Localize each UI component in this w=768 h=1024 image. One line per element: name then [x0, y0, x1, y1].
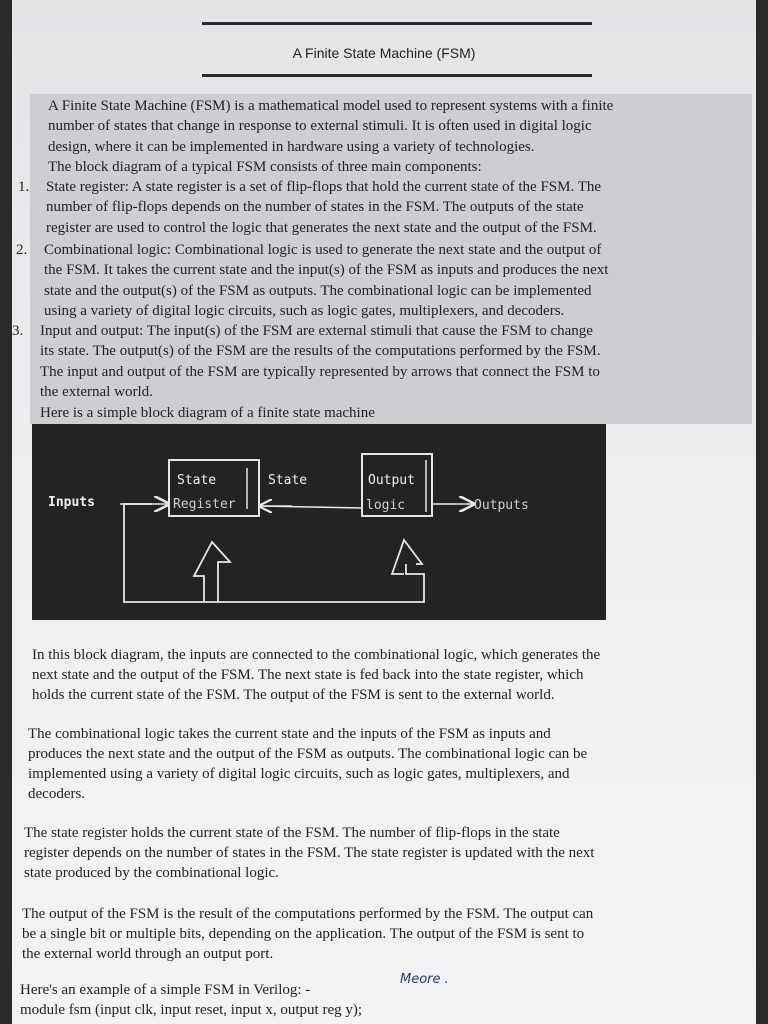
state-signal-label: State	[268, 473, 308, 488]
paragraph-line: The combinational logic takes the current state and the inputs of the FSM as inputs and	[28, 726, 551, 742]
register-feedback-arrow	[194, 542, 230, 602]
fsm-block-diagram	[32, 424, 606, 620]
intro-line: A Finite State Machine (FSM) is a mathematical model used to represent systems with a finite	[48, 98, 614, 114]
list-line: the FSM. It takes the current state and the input(s) of the FSM as inputs and produces the next	[44, 262, 609, 279]
list-line: Input and output: The input(s) of the FSM are external stimuli that cause the FSM to change	[40, 323, 593, 339]
title-underline	[202, 74, 592, 77]
state-register-label-2: Register	[173, 497, 236, 512]
fsm-diagram-svg	[32, 424, 606, 620]
list-line: the external world.	[40, 383, 153, 400]
intro-paragraph	[48, 96, 748, 177]
handwritten-note: Meore .	[400, 972, 449, 987]
list-line: Combinational logic: Combinational logic is used to generate the next state and the output of	[44, 242, 602, 258]
document-title: A Finite State Machine (FSM)	[292, 45, 476, 61]
paragraph-line: be a single bit or multiple bits, depending on the application. The output of the FSM is sent to	[22, 926, 585, 942]
list-number: 1.	[18, 179, 30, 195]
list-line: The input and output of the FSM are typically represented by arrows that connect the FSM to	[40, 363, 600, 380]
intro-line: number of states that change in response to external stimuli. It is often used in digital logic	[48, 118, 592, 135]
paragraph-state-register	[24, 823, 722, 883]
list-line: register are used to control the logic that generates the next state and the output of the FSM.	[46, 219, 597, 236]
verilog-code-line: module fsm (input clk, input reset, input x, output reg y);	[20, 1002, 363, 1018]
verilog-intro: Here's an example of a simple FSM in Verilog: -	[20, 982, 311, 998]
list-line: state and the output(s) of the FSM as outputs. The combinational logic can be implemented	[44, 282, 592, 299]
state-register-label-1: State	[177, 473, 217, 488]
output-logic-label-1: Output	[368, 473, 415, 488]
paragraph-line: the external world through an output port.	[22, 946, 274, 962]
top-rule	[202, 22, 592, 25]
paragraph-line: produces the next state and the output of the FSM as outputs. The combinational logic can be	[28, 746, 588, 762]
inputs-label: Inputs	[48, 495, 95, 510]
list-line: number of flip-flops depends on the number of states in the FSM. The outputs of the state	[46, 199, 584, 216]
list-line: its state. The output(s) of the FSM are the results of the computations performed by the FSM.	[40, 343, 601, 360]
paragraph-line: decoders.	[28, 786, 86, 802]
paragraph-line: state produced by the combinational logic.	[24, 865, 279, 881]
logic-feedback-arrow	[392, 540, 422, 574]
paragraph-line: implemented using a variety of digital logic circuits, such as logic gates, multiplexers, and	[28, 766, 570, 782]
paragraph-line: holds the current state of the FSM. The output of the FSM is sent to the external world.	[32, 687, 555, 703]
list-number: 2.	[16, 242, 28, 258]
paragraph-line: register depends on the number of states in the FSM. The state register is updated with the next	[24, 845, 595, 861]
paragraph-line: In this block diagram, the inputs are connected to the combinational logic, which generates the	[32, 647, 601, 663]
list-line: using a variety of digital logic circuits, such as logic gates, multiplexers, and decoders.	[44, 302, 565, 319]
intro-line: The block diagram of a typical FSM consists of three main components:	[48, 158, 482, 175]
list-line: State register: A state register is a set of flip-flops that hold the current state of the FSM. The	[46, 179, 602, 195]
outputs-label: Outputs	[474, 498, 529, 513]
diagram-caption: Here is a simple block diagram of a finite state machine	[40, 405, 375, 421]
feedback-loop	[124, 504, 424, 602]
paragraph-block-diagram	[32, 645, 726, 705]
document-page	[12, 0, 756, 1024]
list-number: 3.	[12, 323, 24, 339]
intro-line: design, where it can be implemented in hardware using a variety of technologies.	[48, 138, 535, 155]
paragraph-line: The state register holds the current state of the FSM. The number of flip-flops in the state	[24, 825, 560, 841]
paragraph-line: The output of the FSM is the result of the computations performed by the FSM. The output can	[22, 906, 594, 922]
paragraph-output	[22, 904, 720, 964]
paragraph-combinational-logic	[28, 724, 722, 804]
output-logic-label-2: logic	[366, 498, 406, 513]
paragraph-line: next state and the output of the FSM. The next state is fed back into the state register, which	[32, 667, 584, 683]
